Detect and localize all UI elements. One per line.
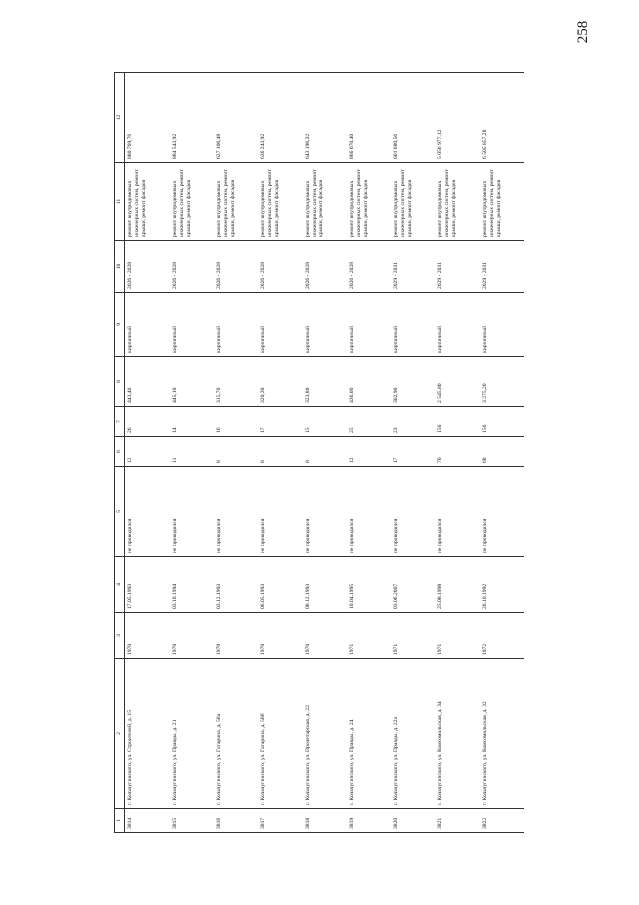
year-cell: 1970 xyxy=(214,613,258,659)
period-cell: 2026 - 2028 xyxy=(303,241,347,293)
table-row xyxy=(303,73,347,833)
period-cell: 2026 - 2028 xyxy=(214,241,258,293)
capital-repair-cell: не проводился xyxy=(258,467,302,557)
header-cell: 12 xyxy=(115,73,125,163)
period-cell: 2029 - 2031 xyxy=(480,241,524,293)
year-cell: 1972 xyxy=(480,613,524,659)
works-cell: ремонт внутридомовых инженерных систем, ремонт крыши, ремонт фасадов xyxy=(480,163,524,241)
count-cell: 15 xyxy=(303,407,347,437)
year-cell: 1971 xyxy=(391,613,435,659)
cost-cell: 880 769,76 xyxy=(125,73,170,163)
period-cell: 2026 - 2028 xyxy=(125,241,170,293)
row-number: 3822 xyxy=(480,809,524,833)
address-cell: г. Кольчугинского, ул. Комсомольская, д. 34 xyxy=(435,659,479,809)
period-cell: 2026 - 2028 xyxy=(170,241,214,293)
year-cell: 1970 xyxy=(258,613,302,659)
date-cell: 03.10.1994 xyxy=(170,557,214,613)
cost-cell: 6 505 857,28 xyxy=(480,73,524,163)
rotated-sheet xyxy=(114,73,524,833)
table-row xyxy=(258,73,302,833)
capital-repair-cell: не проводился xyxy=(391,467,435,557)
year-cell: 1971 xyxy=(435,613,479,659)
wall-type-cell: кирпичный xyxy=(258,293,302,357)
address-cell: г. Кольчугинского, ул. Гагарина, д. 58б xyxy=(258,659,302,809)
count-cell: 12 xyxy=(125,437,170,467)
area-cell: 436,00 xyxy=(347,357,391,407)
period-cell: 2026 - 2028 xyxy=(258,241,302,293)
row-number: 3820 xyxy=(391,809,435,833)
count-cell: 14 xyxy=(170,407,214,437)
area-cell: 443,40 xyxy=(125,357,170,407)
area-cell: 320,30 xyxy=(258,357,302,407)
count-cell: 23 xyxy=(391,407,435,437)
count-cell: 16 xyxy=(214,407,258,437)
header-cell: 11 xyxy=(115,163,125,241)
date-cell: 03.06.2007 xyxy=(391,557,435,613)
date-cell: 08.12.1993 xyxy=(303,557,347,613)
area-cell: 3 275,20 xyxy=(480,357,524,407)
header-cell: 3 xyxy=(115,613,125,659)
capital-repair-cell: не проводился xyxy=(435,467,479,557)
address-cell: г. Кольчугинского, ул. Строителей, д. 15 xyxy=(125,659,170,809)
count-cell: 17 xyxy=(258,407,302,437)
table-row xyxy=(214,73,258,833)
row-number: 3816 xyxy=(214,809,258,833)
date-cell: 10.04.1995 xyxy=(347,557,391,613)
area-cell: 315,70 xyxy=(214,357,258,407)
row-number: 3814 xyxy=(125,809,170,833)
housing-table xyxy=(114,72,524,833)
header-cell: 8 xyxy=(115,357,125,407)
cost-cell: 643 196,32 xyxy=(303,73,347,163)
wall-type-cell: кирпичный xyxy=(391,293,435,357)
count-cell: 156 xyxy=(435,407,479,437)
year-cell: 1970 xyxy=(170,613,214,659)
header-cell: 10 xyxy=(115,241,125,293)
address-cell: г. Кольчугинского, ул. Правды, д. 24 xyxy=(347,659,391,809)
area-cell: 2 545,80 xyxy=(435,357,479,407)
cost-cell: 627 106,48 xyxy=(214,73,258,163)
wall-type-cell: кирпичный xyxy=(170,293,214,357)
period-cell: 2026 - 2028 xyxy=(347,241,391,293)
wall-type-cell: кирпичный xyxy=(125,293,170,357)
wall-type-cell: кирпичный xyxy=(303,293,347,357)
table-row xyxy=(391,73,435,833)
cost-cell: 636 243,92 xyxy=(258,73,302,163)
header-cell: 2 xyxy=(115,659,125,809)
works-cell: ремонт внутридомовых инженерных систем, ремонт крыши, ремонт фасадов xyxy=(347,163,391,241)
year-cell: 1971 xyxy=(347,613,391,659)
count-cell: 156 xyxy=(480,407,524,437)
count-cell: 8 xyxy=(258,437,302,467)
header-cell: 7 xyxy=(115,407,125,437)
capital-repair-cell: не проводился xyxy=(347,467,391,557)
works-cell: ремонт внутридомовых инженерных систем, ремонт крыши, ремонт фасадов xyxy=(435,163,479,241)
wall-type-cell: кирпичный xyxy=(480,293,524,357)
cost-cell: 884 543,92 xyxy=(170,73,214,163)
table-row xyxy=(170,73,214,833)
capital-repair-cell: не проводился xyxy=(214,467,258,557)
header-cell: 1 xyxy=(115,809,125,833)
date-cell: 17.05.1993 xyxy=(125,557,170,613)
date-cell: 03.12.1993 xyxy=(214,557,258,613)
header-cell: 5 xyxy=(115,467,125,557)
page-number: 258 xyxy=(575,20,591,44)
area-cell: 302,90 xyxy=(391,357,435,407)
count-cell: 17 xyxy=(391,437,435,467)
date-cell: 06.05.1993 xyxy=(258,557,302,613)
address-cell: г. Кольчугинского, ул. Пролетарская, д. 22 xyxy=(303,659,347,809)
count-cell: 8 xyxy=(303,437,347,467)
row-number: 3815 xyxy=(170,809,214,833)
address-cell: г. Кольчугинского, ул. Правды, д. 22а xyxy=(391,659,435,809)
works-cell: ремонт внутридомовых инженерных систем, ремонт крыши, ремонт фасадов xyxy=(214,163,258,241)
area-cell: 445,10 xyxy=(170,357,214,407)
count-cell: 25 xyxy=(347,407,391,437)
works-cell: ремонт внутридомовых инженерных систем, ремонт крыши, ремонт фасадов xyxy=(258,163,302,241)
works-cell: ремонт внутридомовых инженерных систем, ремонт крыши, ремонт фасадов xyxy=(391,163,435,241)
period-cell: 2029 - 2031 xyxy=(435,241,479,293)
address-cell: г. Кольчугинского, ул. Правды, д. 21 xyxy=(170,659,214,809)
cost-cell: 5 056 977,12 xyxy=(435,73,479,163)
wall-type-cell: кирпичный xyxy=(347,293,391,357)
table-row xyxy=(480,73,524,833)
date-cell: 26.10.1992 xyxy=(480,557,524,613)
date-cell: 25.08.1998 xyxy=(435,557,479,613)
works-cell: ремонт внутридомовых инженерных систем, ремонт крыши, ремонт фасадов xyxy=(303,163,347,241)
capital-repair-cell: не проводился xyxy=(303,467,347,557)
row-number: 3821 xyxy=(435,809,479,833)
table-row xyxy=(435,73,479,833)
works-cell: ремонт внутридомовых инженерных систем, ремонт крыши, ремонт фасадов xyxy=(170,163,214,241)
count-cell: 8 xyxy=(214,437,258,467)
wall-type-cell: кирпичный xyxy=(435,293,479,357)
period-cell: 2029 - 2031 xyxy=(391,241,435,293)
header-row xyxy=(115,73,125,833)
year-cell: 1970 xyxy=(303,613,347,659)
row-number: 3819 xyxy=(347,809,391,833)
row-number: 3818 xyxy=(303,809,347,833)
count-cell: 11 xyxy=(170,437,214,467)
year-cell: 1970 xyxy=(125,613,170,659)
header-cell: 6 xyxy=(115,437,125,467)
works-cell: ремонт внутридомовых инженерных систем, ремонт крыши, ремонт фасадов xyxy=(125,163,170,241)
count-cell: 26 xyxy=(125,407,170,437)
row-number: 3817 xyxy=(258,809,302,833)
header-cell: 4 xyxy=(115,557,125,613)
wall-type-cell: кирпичный xyxy=(214,293,258,357)
cost-cell: 601 680,56 xyxy=(391,73,435,163)
cost-cell: 866 070,40 xyxy=(347,73,391,163)
capital-repair-cell: не проводился xyxy=(480,467,524,557)
header-cell: 9 xyxy=(115,293,125,357)
capital-repair-cell: не проводился xyxy=(170,467,214,557)
address-cell: г. Кольчугинского, ул. Комсомольская, д. 32 xyxy=(480,659,524,809)
address-cell: г. Кольчугинского, ул. Гагарина, д. 58а xyxy=(214,659,258,809)
count-cell: 68 xyxy=(480,437,524,467)
table-row xyxy=(125,73,170,833)
table-row xyxy=(347,73,391,833)
count-cell: 12 xyxy=(347,437,391,467)
count-cell: 70 xyxy=(435,437,479,467)
area-cell: 323,80 xyxy=(303,357,347,407)
capital-repair-cell: не проводился xyxy=(125,467,170,557)
